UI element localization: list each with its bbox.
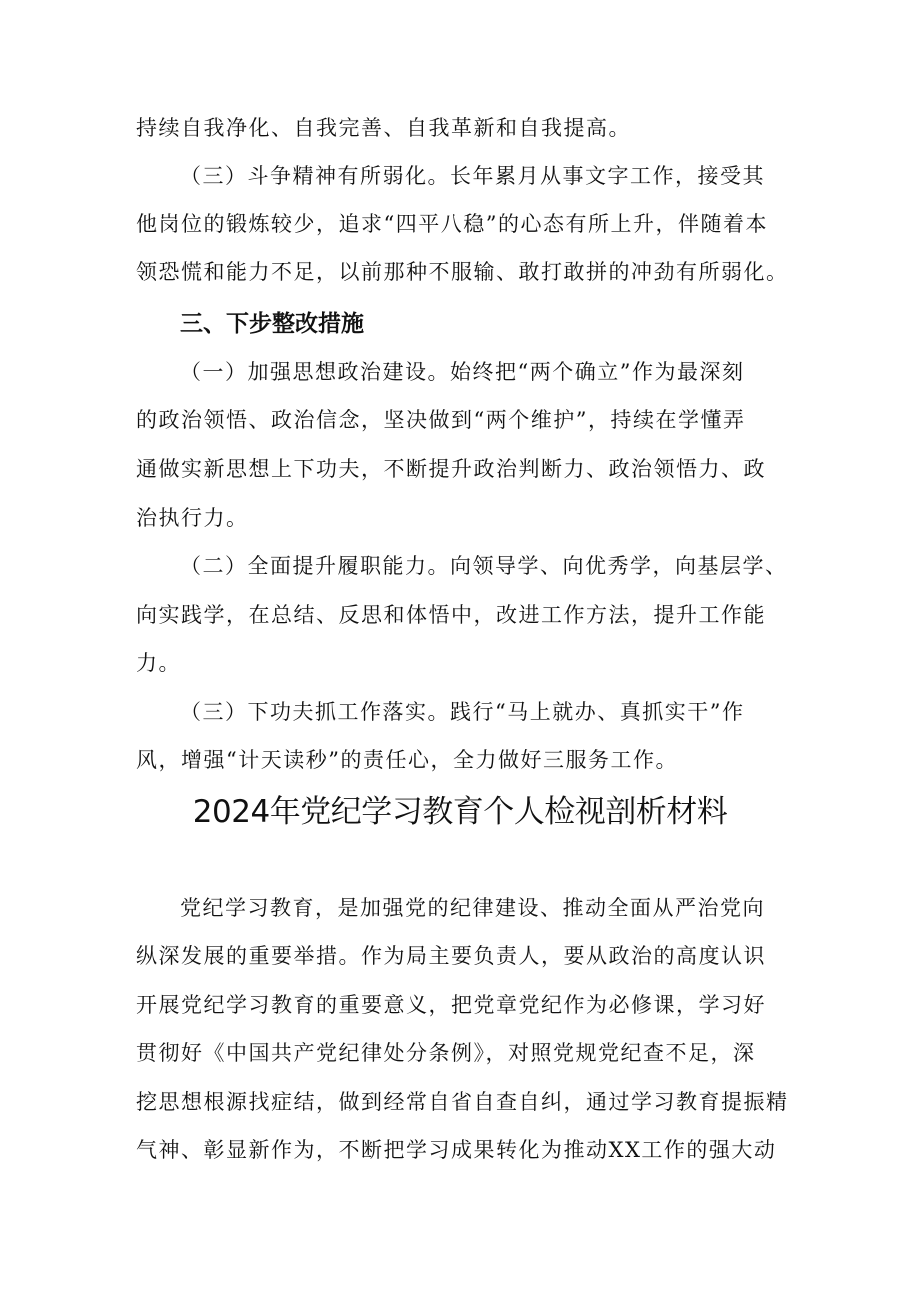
paragraph-line: 力。 xyxy=(136,651,181,675)
paragraph-line: 风，增强“计天读秒”的责任心，全力做好三服务工作。 xyxy=(136,748,678,772)
paragraph-line: （三）斗争精神有所弱化。长年累月从事文字工作，接受其 xyxy=(180,164,765,188)
paragraph-line: 气神、彰显新作为，不断把学习成果转化为推动XX工作的强大动 xyxy=(136,1138,777,1162)
paragraph-line: 党纪学习教育，是加强党的纪律建设、推动全面从严治党向 xyxy=(180,896,765,920)
paragraph-line: 开展党纪学习教育的重要意义，把党章党纪作为必修课，学习好 xyxy=(136,993,766,1017)
section-heading: 三、下步整改措施 xyxy=(180,311,364,337)
paragraph-line: 贯彻好《中国共产党纪律处分条例》，对照党规党纪查不足，深 xyxy=(136,1041,756,1065)
paragraph-line: 通做实新思想上下功夫，不断提升政治判断力、政治领悟力、政 xyxy=(136,457,766,481)
document-title: 2024年党纪学习教育个人检视剖析材料 xyxy=(192,794,728,830)
paragraph-line: 治执行力。 xyxy=(136,506,249,530)
paragraph-line: （三）下功夫抓工作落实。践行“马上就办、真抓实干”作 xyxy=(180,700,745,724)
paragraph-line: 领恐慌和能力不足，以前那种不服输、敢打敢拼的冲劲有所弱化。 xyxy=(136,260,789,284)
paragraph-line: 挖思想根源找症结，做到经常自省自查自纠，通过学习教育提振精 xyxy=(136,1090,789,1114)
paragraph-line: 纵深发展的重要举措。作为局主要负责人，要从政治的高度认识 xyxy=(136,944,766,968)
paragraph-line: 的政治领悟、政治信念，坚决做到“两个维护”，持续在学懂弄 xyxy=(136,408,746,432)
paragraph-line: （一）加强思想政治建设。始终把“两个确立”作为最深刻 xyxy=(180,360,745,384)
paragraph-line: 他岗位的锻炼较少，追求“四平八稳”的心态有所上升，伴随着本 xyxy=(136,212,768,236)
paragraph-line: 持续自我净化、自我完善、自我革新和自我提高。 xyxy=(136,116,631,140)
paragraph-line: （二）全面提升履职能力。向领导学、向优秀学，向基层学、 xyxy=(180,554,788,578)
paragraph-line: 向实践学，在总结、反思和体悟中，改进工作方法，提升工作能 xyxy=(136,603,766,627)
